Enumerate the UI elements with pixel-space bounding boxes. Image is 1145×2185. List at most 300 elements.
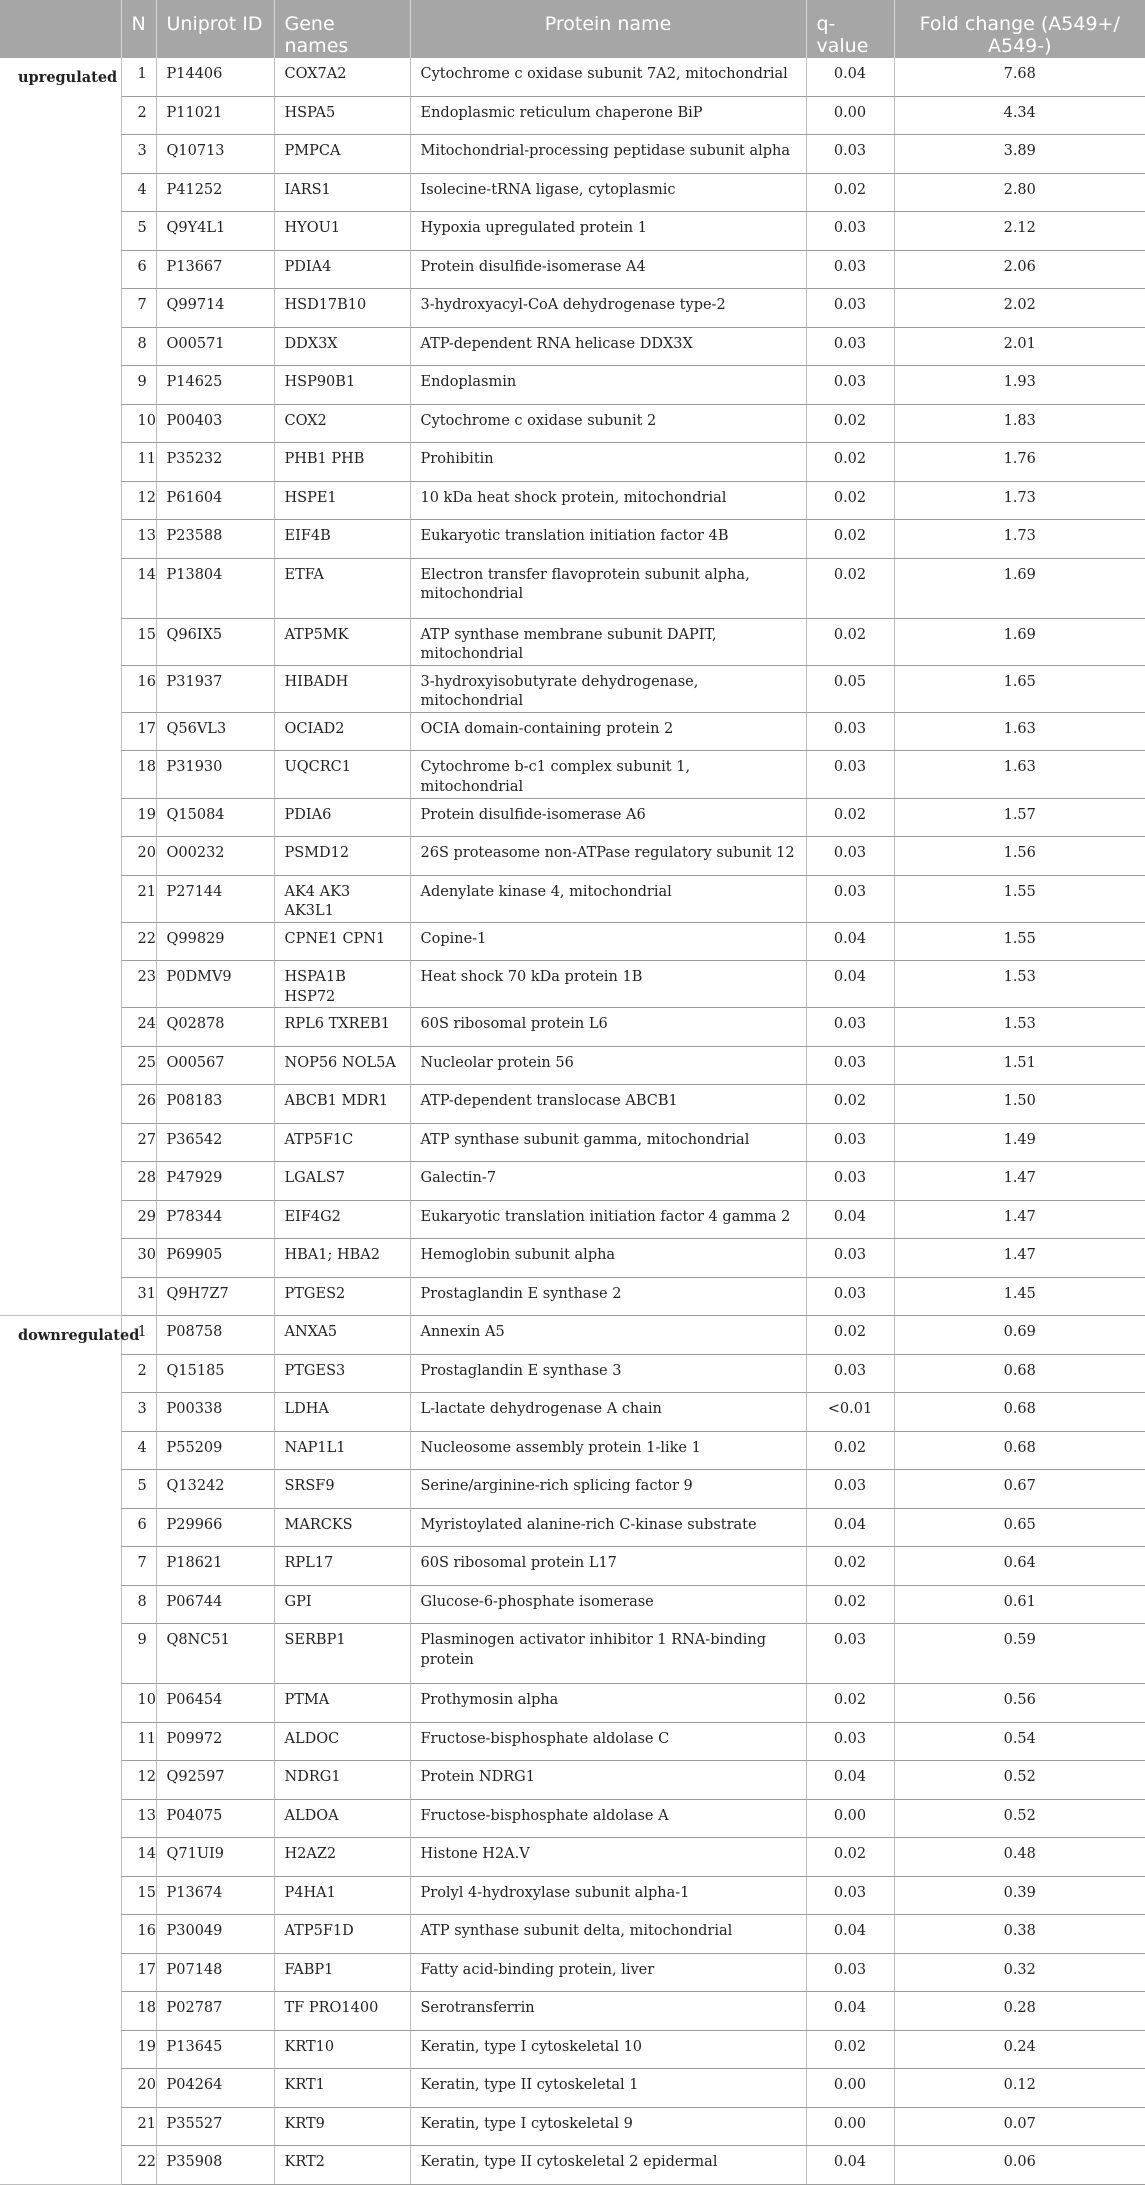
cell-uniprot-id: P00338	[156, 1393, 274, 1432]
cell-gene-names: H2AZ2	[274, 1838, 410, 1877]
cell-uniprot-id: P41252	[156, 173, 274, 212]
cell-gene-names: PDIA6	[274, 798, 410, 837]
table-row	[0, 1200, 1145, 1239]
table-row	[0, 1992, 1145, 2031]
cell-n: 3	[121, 1393, 156, 1432]
cell-gene-names: HYOU1	[274, 212, 410, 251]
cell-n: 9	[121, 366, 156, 405]
cell-gene-names: PHB1 PHB	[274, 443, 410, 482]
cell-protein-name: Endoplasmin	[410, 366, 806, 405]
cell-q-value: 0.04	[806, 1200, 894, 1239]
cell-n: 6	[121, 250, 156, 289]
cell-fold-change: 2.06	[894, 250, 1145, 289]
cell-protein-name: Cytochrome b-c1 complex subunit 1, mitochondrial	[410, 751, 806, 798]
cell-n: 11	[121, 1722, 156, 1761]
cell-fold-change: 0.28	[894, 1992, 1145, 2031]
cell-protein-name: Hemoglobin subunit alpha	[410, 1239, 806, 1278]
table-row	[0, 1624, 1145, 1684]
table-row	[0, 58, 1145, 97]
cell-n: 21	[121, 2107, 156, 2146]
cell-q-value: 0.02	[806, 1684, 894, 1723]
cell-gene-names: COX2	[274, 404, 410, 443]
cell-n: 14	[121, 558, 156, 618]
cell-n: 18	[121, 1992, 156, 2031]
cell-protein-name: Cytochrome c oxidase subunit 2	[410, 404, 806, 443]
cell-q-value: 0.03	[806, 327, 894, 366]
cell-protein-name: ATP synthase membrane subunit DAPIT, mitochondrial	[410, 618, 806, 665]
cell-uniprot-id: P36542	[156, 1123, 274, 1162]
cell-fold-change: 1.47	[894, 1162, 1145, 1201]
cell-q-value: 0.02	[806, 520, 894, 559]
header-uniprot-id: Uniprot ID	[156, 0, 274, 58]
cell-gene-names: PTMA	[274, 1684, 410, 1723]
cell-gene-names: LGALS7	[274, 1162, 410, 1201]
cell-protein-name: Prohibitin	[410, 443, 806, 482]
cell-protein-name: ATP synthase subunit delta, mitochondrial	[410, 1915, 806, 1954]
cell-fold-change: 0.68	[894, 1354, 1145, 1393]
table-row	[0, 1123, 1145, 1162]
cell-fold-change: 0.38	[894, 1915, 1145, 1954]
cell-fold-change: 0.56	[894, 1684, 1145, 1723]
cell-fold-change: 1.47	[894, 1200, 1145, 1239]
table-row	[0, 404, 1145, 443]
header-fold-line2: A549-)	[987, 34, 1052, 57]
cell-uniprot-id: P0DMV9	[156, 961, 274, 1008]
cell-uniprot-id: P00403	[156, 404, 274, 443]
cell-q-value: 0.03	[806, 1008, 894, 1047]
cell-n: 17	[121, 712, 156, 751]
table-row	[0, 289, 1145, 328]
table-row	[0, 1162, 1145, 1201]
cell-n: 24	[121, 1008, 156, 1047]
table-row	[0, 1085, 1145, 1124]
cell-q-value: 0.02	[806, 1547, 894, 1586]
cell-n: 4	[121, 173, 156, 212]
cell-n: 27	[121, 1123, 156, 1162]
table-row	[0, 1722, 1145, 1761]
cell-gene-names: KRT10	[274, 2030, 410, 2069]
cell-protein-name: Glucose-6-phosphate isomerase	[410, 1585, 806, 1624]
cell-uniprot-id: P18621	[156, 1547, 274, 1586]
cell-uniprot-id: P14625	[156, 366, 274, 405]
table-row	[0, 1316, 1145, 1355]
cell-protein-name: 3-hydroxyacyl-CoA dehydrogenase type-2	[410, 289, 806, 328]
cell-n: 12	[121, 1761, 156, 1800]
cell-uniprot-id: P04264	[156, 2069, 274, 2108]
cell-q-value: 0.02	[806, 1585, 894, 1624]
cell-uniprot-id: P78344	[156, 1200, 274, 1239]
cell-uniprot-id: Q99714	[156, 289, 274, 328]
cell-protein-name: Histone H2A.V	[410, 1838, 806, 1877]
cell-gene-names: PTGES2	[274, 1277, 410, 1316]
cell-protein-name: Keratin, type II cytoskeletal 1	[410, 2069, 806, 2108]
table-row	[0, 751, 1145, 798]
table-row	[0, 327, 1145, 366]
cell-q-value: 0.03	[806, 1624, 894, 1684]
cell-q-value: 0.03	[806, 1953, 894, 1992]
cell-gene-names: PMPCA	[274, 135, 410, 174]
cell-n: 14	[121, 1838, 156, 1877]
cell-gene-names: ATP5F1C	[274, 1123, 410, 1162]
cell-n: 2	[121, 1354, 156, 1393]
cell-fold-change: 0.65	[894, 1508, 1145, 1547]
cell-uniprot-id: P13804	[156, 558, 274, 618]
table-row	[0, 1008, 1145, 1047]
table-row	[0, 665, 1145, 712]
cell-q-value: 0.04	[806, 1508, 894, 1547]
cell-q-value: 0.00	[806, 2069, 894, 2108]
cell-q-value: 0.04	[806, 58, 894, 97]
cell-gene-names: PDIA4	[274, 250, 410, 289]
table-row	[0, 135, 1145, 174]
cell-q-value: <0.01	[806, 1393, 894, 1432]
cell-fold-change: 1.57	[894, 798, 1145, 837]
cell-protein-name: 60S ribosomal protein L6	[410, 1008, 806, 1047]
cell-q-value: 0.03	[806, 366, 894, 405]
header-fold-line1: Fold change (A549+/	[919, 13, 1120, 35]
cell-protein-name: Electron transfer flavoprotein subunit alpha, mitochondrial	[410, 558, 806, 618]
table-row	[0, 2030, 1145, 2069]
cell-uniprot-id: P30049	[156, 1915, 274, 1954]
cell-uniprot-id: Q15084	[156, 798, 274, 837]
cell-gene-names: KRT9	[274, 2107, 410, 2146]
cell-fold-change: 0.32	[894, 1953, 1145, 1992]
cell-protein-name: Isolecine-tRNA ligase, cytoplasmic	[410, 173, 806, 212]
table-row	[0, 1470, 1145, 1509]
cell-uniprot-id: P04075	[156, 1799, 274, 1838]
cell-protein-name: 60S ribosomal protein L17	[410, 1547, 806, 1586]
cell-protein-name: Copine-1	[410, 922, 806, 961]
cell-protein-name: ATP-dependent translocase ABCB1	[410, 1085, 806, 1124]
cell-uniprot-id: P06744	[156, 1585, 274, 1624]
cell-protein-name: Endoplasmic reticulum chaperone BiP	[410, 96, 806, 135]
cell-protein-name: Keratin, type II cytoskeletal 2 epidermal	[410, 2146, 806, 2185]
cell-uniprot-id: Q9H7Z7	[156, 1277, 274, 1316]
cell-protein-name: Prolyl 4-hydroxylase subunit alpha-1	[410, 1876, 806, 1915]
cell-fold-change: 0.54	[894, 1722, 1145, 1761]
group-label-downregulated: downregulated	[0, 1316, 121, 2185]
cell-q-value: 0.04	[806, 1761, 894, 1800]
cell-n: 3	[121, 135, 156, 174]
cell-n: 10	[121, 1684, 156, 1723]
cell-protein-name: ATP-dependent RNA helicase DDX3X	[410, 327, 806, 366]
table-row	[0, 96, 1145, 135]
cell-protein-name: Nucleosome assembly protein 1-like 1	[410, 1431, 806, 1470]
cell-q-value: 0.03	[806, 1277, 894, 1316]
cell-fold-change: 1.93	[894, 366, 1145, 405]
cell-uniprot-id: Q96IX5	[156, 618, 274, 665]
cell-n: 7	[121, 1547, 156, 1586]
table-row	[0, 212, 1145, 251]
header-fold-change	[894, 0, 1145, 58]
table-row	[0, 173, 1145, 212]
cell-n: 8	[121, 327, 156, 366]
cell-fold-change: 1.55	[894, 875, 1145, 922]
table-row	[0, 366, 1145, 405]
cell-fold-change: 1.47	[894, 1239, 1145, 1278]
cell-gene-names: ATP5F1D	[274, 1915, 410, 1954]
cell-fold-change: 1.63	[894, 751, 1145, 798]
table-row	[0, 1761, 1145, 1800]
cell-fold-change: 1.65	[894, 665, 1145, 712]
cell-gene-names: PTGES3	[274, 1354, 410, 1393]
cell-fold-change: 0.07	[894, 2107, 1145, 2146]
cell-protein-name: OCIA domain-containing protein 2	[410, 712, 806, 751]
cell-gene-names: PSMD12	[274, 837, 410, 876]
cell-n: 5	[121, 1470, 156, 1509]
cell-n: 13	[121, 520, 156, 559]
cell-gene-names: OCIAD2	[274, 712, 410, 751]
cell-n: 2	[121, 96, 156, 135]
cell-gene-names: HSP90B1	[274, 366, 410, 405]
cell-uniprot-id: P07148	[156, 1953, 274, 1992]
cell-uniprot-id: O00571	[156, 327, 274, 366]
cell-q-value: 0.03	[806, 250, 894, 289]
cell-q-value: 0.02	[806, 173, 894, 212]
cell-q-value: 0.03	[806, 1722, 894, 1761]
table-row	[0, 798, 1145, 837]
cell-fold-change: 1.63	[894, 712, 1145, 751]
cell-protein-name: Keratin, type I cytoskeletal 9	[410, 2107, 806, 2146]
cell-fold-change: 1.83	[894, 404, 1145, 443]
cell-fold-change: 1.53	[894, 961, 1145, 1008]
cell-uniprot-id: O00232	[156, 837, 274, 876]
table-row	[0, 837, 1145, 876]
cell-uniprot-id: P31937	[156, 665, 274, 712]
cell-gene-names: GPI	[274, 1585, 410, 1624]
cell-protein-name: Prostaglandin E synthase 3	[410, 1354, 806, 1393]
cell-n: 4	[121, 1431, 156, 1470]
cell-gene-names: HSD17B10	[274, 289, 410, 328]
cell-gene-names: EIF4B	[274, 520, 410, 559]
cell-q-value: 0.02	[806, 481, 894, 520]
cell-gene-names: HSPA5	[274, 96, 410, 135]
cell-protein-name: Keratin, type I cytoskeletal 10	[410, 2030, 806, 2069]
cell-uniprot-id: P23588	[156, 520, 274, 559]
cell-n: 1	[121, 58, 156, 97]
cell-q-value: 0.03	[806, 212, 894, 251]
cell-protein-name: Fructose-bisphosphate aldolase C	[410, 1722, 806, 1761]
cell-n: 22	[121, 922, 156, 961]
cell-q-value: 0.02	[806, 558, 894, 618]
cell-fold-change: 0.59	[894, 1624, 1145, 1684]
cell-n: 15	[121, 1876, 156, 1915]
cell-q-value: 0.04	[806, 1915, 894, 1954]
cell-q-value: 0.03	[806, 1162, 894, 1201]
table-row	[0, 1547, 1145, 1586]
cell-gene-names: DDX3X	[274, 327, 410, 366]
cell-protein-name: 10 kDa heat shock protein, mitochondrial	[410, 481, 806, 520]
cell-fold-change: 7.68	[894, 58, 1145, 97]
cell-uniprot-id: P13674	[156, 1876, 274, 1915]
cell-q-value: 0.03	[806, 1046, 894, 1085]
cell-fold-change: 0.12	[894, 2069, 1145, 2108]
cell-fold-change: 2.02	[894, 289, 1145, 328]
cell-n: 26	[121, 1085, 156, 1124]
cell-q-value: 0.02	[806, 404, 894, 443]
cell-fold-change: 1.51	[894, 1046, 1145, 1085]
cell-n: 25	[121, 1046, 156, 1085]
cell-q-value: 0.02	[806, 443, 894, 482]
cell-protein-name: Prostaglandin E synthase 2	[410, 1277, 806, 1316]
cell-protein-name: Adenylate kinase 4, mitochondrial	[410, 875, 806, 922]
cell-q-value: 0.03	[806, 1354, 894, 1393]
cell-n: 19	[121, 2030, 156, 2069]
cell-gene-names: ALDOA	[274, 1799, 410, 1838]
cell-uniprot-id: P13667	[156, 250, 274, 289]
cell-n: 16	[121, 665, 156, 712]
header-n: N	[121, 0, 156, 58]
cell-uniprot-id: Q8NC51	[156, 1624, 274, 1684]
cell-q-value: 0.04	[806, 922, 894, 961]
table-row	[0, 558, 1145, 618]
cell-q-value: 0.03	[806, 1876, 894, 1915]
table-row	[0, 1953, 1145, 1992]
table-row	[0, 443, 1145, 482]
cell-uniprot-id: P29966	[156, 1508, 274, 1547]
cell-gene-names: ANXA5	[274, 1316, 410, 1355]
cell-q-value: 0.04	[806, 2146, 894, 2185]
group-label-upregulated: upregulated	[0, 58, 121, 1316]
cell-protein-name: ATP synthase subunit gamma, mitochondrial	[410, 1123, 806, 1162]
table-row	[0, 961, 1145, 1008]
cell-protein-name: 26S proteasome non-ATPase regulatory subunit 12	[410, 837, 806, 876]
cell-uniprot-id: Q9Y4L1	[156, 212, 274, 251]
cell-q-value: 0.03	[806, 1239, 894, 1278]
cell-n: 9	[121, 1624, 156, 1684]
table-row	[0, 1799, 1145, 1838]
cell-uniprot-id: P08183	[156, 1085, 274, 1124]
cell-q-value: 0.03	[806, 837, 894, 876]
cell-gene-names: EIF4G2	[274, 1200, 410, 1239]
cell-n: 12	[121, 481, 156, 520]
cell-gene-names: FABP1	[274, 1953, 410, 1992]
table-row	[0, 1684, 1145, 1723]
cell-uniprot-id: O00567	[156, 1046, 274, 1085]
cell-q-value: 0.03	[806, 712, 894, 751]
cell-gene-names: TF PRO1400	[274, 1992, 410, 2031]
table-header	[0, 0, 1145, 58]
cell-uniprot-id: P09972	[156, 1722, 274, 1761]
cell-q-value: 0.02	[806, 1085, 894, 1124]
table-row	[0, 1277, 1145, 1316]
cell-protein-name: Fatty acid-binding protein, liver	[410, 1953, 806, 1992]
cell-fold-change: 0.39	[894, 1876, 1145, 1915]
cell-q-value: 0.04	[806, 1992, 894, 2031]
cell-n: 23	[121, 961, 156, 1008]
table-row	[0, 1838, 1145, 1877]
cell-fold-change: 0.69	[894, 1316, 1145, 1355]
cell-n: 21	[121, 875, 156, 922]
cell-fold-change: 1.76	[894, 443, 1145, 482]
cell-fold-change: 0.67	[894, 1470, 1145, 1509]
cell-protein-name: Myristoylated alanine-rich C-kinase substrate	[410, 1508, 806, 1547]
table-row	[0, 712, 1145, 751]
cell-gene-names: CPNE1 CPN1	[274, 922, 410, 961]
cell-protein-name: Mitochondrial-processing peptidase subunit alpha	[410, 135, 806, 174]
cell-uniprot-id: P27144	[156, 875, 274, 922]
cell-uniprot-id: Q02878	[156, 1008, 274, 1047]
table-row	[0, 1239, 1145, 1278]
cell-uniprot-id: P55209	[156, 1431, 274, 1470]
cell-protein-name: Fructose-bisphosphate aldolase A	[410, 1799, 806, 1838]
cell-uniprot-id: P11021	[156, 96, 274, 135]
cell-uniprot-id: Q13242	[156, 1470, 274, 1509]
cell-gene-names: NDRG1	[274, 1761, 410, 1800]
cell-gene-names: NAP1L1	[274, 1431, 410, 1470]
cell-q-value: 0.03	[806, 1123, 894, 1162]
cell-n: 7	[121, 289, 156, 328]
cell-fold-change: 0.52	[894, 1761, 1145, 1800]
cell-fold-change: 1.49	[894, 1123, 1145, 1162]
cell-n: 10	[121, 404, 156, 443]
cell-fold-change: 1.53	[894, 1008, 1145, 1047]
cell-protein-name: Cytochrome c oxidase subunit 7A2, mitochondrial	[410, 58, 806, 97]
table-row	[0, 1046, 1145, 1085]
table-row	[0, 2146, 1145, 2185]
cell-n: 15	[121, 618, 156, 665]
cell-gene-names: ATP5MK	[274, 618, 410, 665]
cell-gene-names: RPL6 TXREB1	[274, 1008, 410, 1047]
table-row	[0, 1876, 1145, 1915]
cell-uniprot-id: Q92597	[156, 1761, 274, 1800]
cell-q-value: 0.00	[806, 2107, 894, 2146]
table-row	[0, 1393, 1145, 1432]
cell-fold-change: 2.80	[894, 173, 1145, 212]
cell-q-value: 0.04	[806, 961, 894, 1008]
cell-n: 19	[121, 798, 156, 837]
cell-n: 5	[121, 212, 156, 251]
cell-gene-names: COX7A2	[274, 58, 410, 97]
cell-n: 18	[121, 751, 156, 798]
cell-q-value: 0.02	[806, 1316, 894, 1355]
cell-uniprot-id: Q10713	[156, 135, 274, 174]
cell-protein-name: Serotransferrin	[410, 1992, 806, 2031]
cell-gene-names: KRT2	[274, 2146, 410, 2185]
cell-gene-names: HSPE1	[274, 481, 410, 520]
cell-gene-names: LDHA	[274, 1393, 410, 1432]
header-category	[0, 0, 121, 58]
cell-protein-name: Annexin A5	[410, 1316, 806, 1355]
cell-n: 8	[121, 1585, 156, 1624]
cell-q-value: 0.02	[806, 798, 894, 837]
cell-fold-change: 0.52	[894, 1799, 1145, 1838]
cell-protein-name: Protein disulfide-isomerase A6	[410, 798, 806, 837]
cell-uniprot-id: Q71UI9	[156, 1838, 274, 1877]
cell-n: 22	[121, 2146, 156, 2185]
cell-fold-change: 4.34	[894, 96, 1145, 135]
cell-n: 17	[121, 1953, 156, 1992]
cell-uniprot-id: P69905	[156, 1239, 274, 1278]
table-body	[0, 58, 1145, 2185]
table-row	[0, 250, 1145, 289]
cell-protein-name: Galectin-7	[410, 1162, 806, 1201]
cell-q-value: 0.05	[806, 665, 894, 712]
cell-fold-change: 1.56	[894, 837, 1145, 876]
cell-gene-names: HBA1; HBA2	[274, 1239, 410, 1278]
cell-gene-names: IARS1	[274, 173, 410, 212]
cell-q-value: 0.03	[806, 875, 894, 922]
cell-q-value: 0.03	[806, 1470, 894, 1509]
cell-fold-change: 1.55	[894, 922, 1145, 961]
cell-uniprot-id: P06454	[156, 1684, 274, 1723]
table-row	[0, 922, 1145, 961]
cell-uniprot-id: P47929	[156, 1162, 274, 1201]
cell-gene-names: SERBP1	[274, 1624, 410, 1684]
cell-q-value: 0.02	[806, 1431, 894, 1470]
table-row	[0, 2069, 1145, 2108]
cell-fold-change: 1.73	[894, 481, 1145, 520]
